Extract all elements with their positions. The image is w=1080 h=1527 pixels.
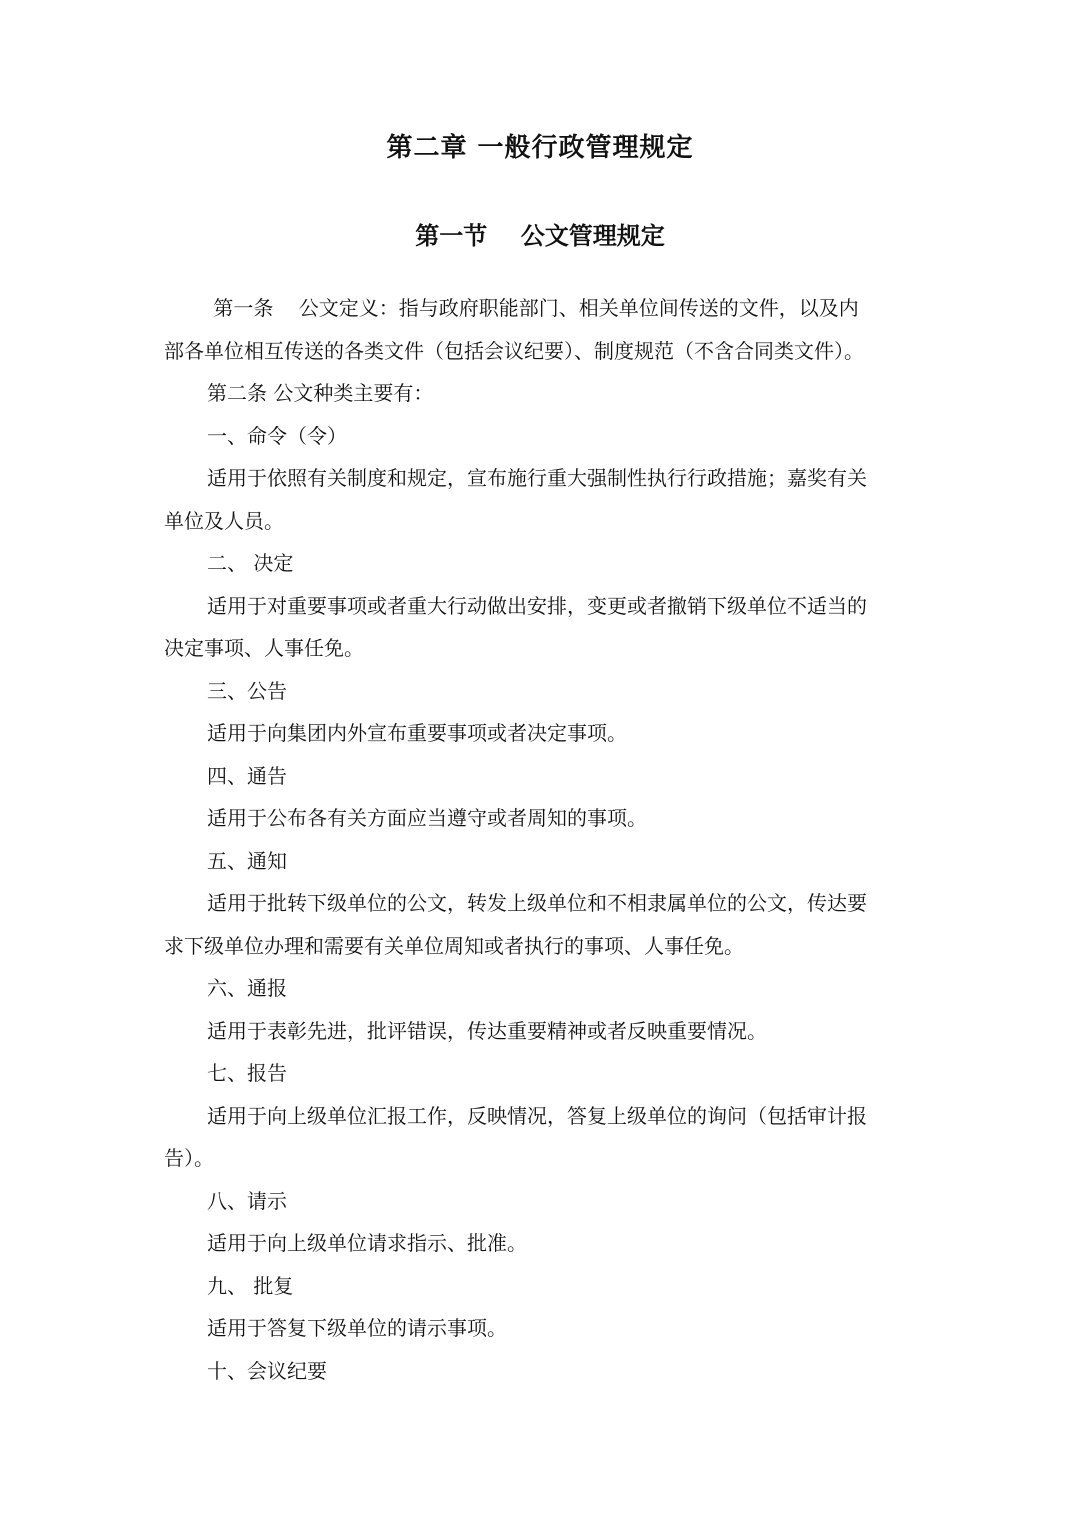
- text-line: 三、公告: [207, 678, 287, 703]
- text-line: 适用于向集团内外宣布重要事项或者决定事项。: [207, 721, 627, 745]
- text-line: 适用于批转下级单位的公文，转发上级单位和不相隶属单位的公文，传达要: [207, 891, 867, 915]
- text-line: 十、会议纪要: [207, 1358, 327, 1383]
- text-line: 决定事项、人事任免。: [164, 636, 364, 660]
- text-line: 六、通报: [207, 976, 287, 1000]
- text-line: 九、 批复: [207, 1273, 294, 1298]
- text-line: 二、 决定: [207, 551, 294, 575]
- section-title: 第一节 公文管理规定: [415, 222, 665, 250]
- document-body: [164, 287, 918, 1392]
- text-line: 适用于表彰先进，批评错误，传达重要精神或者反映重要情况。: [207, 1018, 767, 1043]
- text-line: 适用于依照有关制度和规定，宣布施行重大强制性执行行政措施；嘉奖有关: [207, 466, 867, 490]
- text-line: 适用于向上级单位汇报工作，反映情况，答复上级单位的询问（包括审计报: [207, 1103, 867, 1128]
- text-line: 第一条 公文定义：指与政府职能部门、相关单位间传送的文件，以及内: [207, 296, 859, 320]
- text-line: 部各单位相互传送的各类文件（包括会议纪要）、制度规范（不含合同类文件）。: [164, 338, 864, 363]
- text-line: 求下级单位办理和需要有关单位周知或者执行的事项、人事任免。: [164, 933, 744, 958]
- text-line: 一、命令（令）: [207, 423, 347, 448]
- chapter-title: 第二章 一般行政管理规定: [386, 133, 694, 163]
- text-line: 适用于答复下级单位的请示事项。: [207, 1316, 507, 1340]
- text-line: 五、通知: [207, 848, 287, 873]
- text-line: 四、通告: [207, 763, 287, 788]
- text-line: 单位及人员。: [164, 508, 284, 533]
- text-line: 第二条 公文种类主要有：: [207, 381, 434, 405]
- text-line: 适用于向上级单位请求指示、批准。: [207, 1231, 527, 1255]
- text-line: 适用于对重要事项或者重大行动做出安排，变更或者撤销下级单位不适当的: [207, 593, 867, 618]
- text-line: 八、请示: [207, 1188, 287, 1213]
- text-line: 适用于公布各有关方面应当遵守或者周知的事项。: [207, 806, 647, 830]
- text-line: 七、报告: [207, 1061, 287, 1085]
- text-line: 告）。: [164, 1146, 214, 1170]
